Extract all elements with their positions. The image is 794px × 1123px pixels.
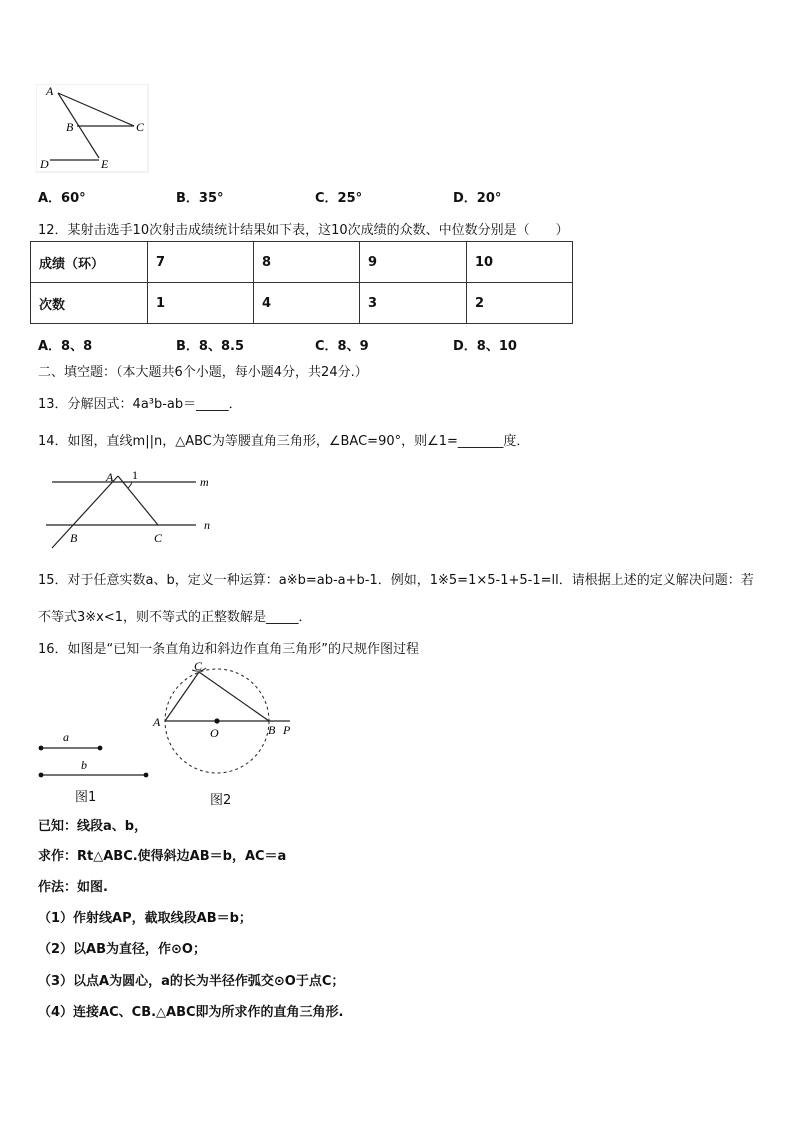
- q11-option-d: D．20°: [453, 191, 502, 206]
- table-cell: 次数: [31, 283, 148, 324]
- q11-option-a: A．60°: [38, 191, 86, 206]
- q11-label-a: A: [46, 84, 54, 98]
- q15-line-2: 不等式3※x<1，则不等式的正整数解是_____．: [38, 610, 312, 625]
- q11-label-e: E: [101, 157, 109, 171]
- q16-step-4: （4）连接AC、CB.△ABC即为所求作的直角三角形.: [38, 1005, 344, 1020]
- table-cell: 3: [360, 283, 467, 324]
- q16-fig2-label-b: B: [268, 723, 276, 737]
- q16-step-1: （1）作射线AP，截取线段AB＝b；: [38, 911, 252, 926]
- q11-figure: [36, 84, 150, 174]
- q16-fig1-caption: 图1: [75, 790, 97, 805]
- q14-label-m: m: [200, 475, 209, 489]
- q11-option-c: C．25°: [315, 191, 363, 206]
- q12-stem: 12．某射击选手10次射击成绩统计结果如下表，这10次成绩的众数、中位数分别是（ ）: [38, 223, 569, 238]
- q16-method: 作法：如图.: [38, 880, 108, 895]
- table-cell: 1: [148, 283, 254, 324]
- q12-score-table: [30, 241, 573, 324]
- section-heading: 二、填空题：（本大题共6个小题，每小题4分，共24分.）: [38, 365, 368, 380]
- q16-find: 求作：Rt△ABC.使得斜边AB＝b，AC＝a: [38, 849, 287, 864]
- table-row: [31, 242, 573, 283]
- q16-fig2-label-c: C: [194, 659, 203, 673]
- q12-option-b: B．8、8.5: [176, 339, 244, 354]
- q11-label-d: D: [40, 157, 49, 171]
- q11-option-b: B．35°: [176, 191, 224, 206]
- table-cell: 2: [467, 283, 573, 324]
- table-cell: 4: [254, 283, 360, 324]
- table-cell: 10: [467, 242, 573, 283]
- table-cell: 成绩（环）: [31, 242, 148, 283]
- q16-step-2: （2）以AB为直径，作⊙O；: [38, 942, 206, 957]
- q12-option-d: D．8、10: [453, 339, 517, 354]
- q16-fig2-label-a: A: [153, 715, 161, 729]
- table-cell: 9: [360, 242, 467, 283]
- table-cell: 8: [254, 242, 360, 283]
- q16-fig2-label-o: O: [210, 726, 219, 740]
- q14-label-1: 1: [132, 468, 138, 482]
- q16-known: 已知：线段a、b，: [38, 819, 148, 834]
- q12-option-c: C．8、9: [315, 339, 369, 354]
- table-cell: 7: [148, 242, 254, 283]
- q11-label-c: C: [136, 120, 145, 134]
- q14-label-b: B: [70, 531, 78, 545]
- q14-label-c: C: [154, 531, 163, 545]
- q13-stem: 13．分解因式：4a³b-ab＝_____．: [38, 397, 242, 412]
- q14-stem: 14．如图，直线m||n，△ABC为等腰直角三角形，∠BAC=90°，则∠1=_______度．: [38, 434, 530, 449]
- q16-fig1-label-b: b: [81, 758, 87, 772]
- q14-figure: [38, 466, 228, 552]
- q14-label-n: n: [204, 518, 210, 532]
- q12-option-a: A．8、8: [38, 339, 93, 354]
- q16-stem: 16．如图是“已知一条直角边和斜边作直角三角形”的尺规作图过程: [38, 642, 420, 657]
- q14-label-a: A: [106, 470, 114, 484]
- table-row: [31, 283, 573, 324]
- q16-fig2-caption: 图2: [210, 793, 232, 808]
- q11-label-b: B: [66, 120, 74, 134]
- q16-step-3: （3）以点A为圆心，a的长为半径作弧交⊙O于点C；: [38, 974, 345, 989]
- q16-fig1-label-a: a: [63, 730, 69, 744]
- q16-figure-2: [150, 656, 300, 791]
- q15-line-1: 15．对于任意实数a、b，定义一种运算：a※b=ab-a+b-1．例如，1※5=1×5-1+5-1=ll．请根据上述的定义解决问题：若: [38, 573, 754, 588]
- q16-fig2-label-p: P: [283, 723, 291, 737]
